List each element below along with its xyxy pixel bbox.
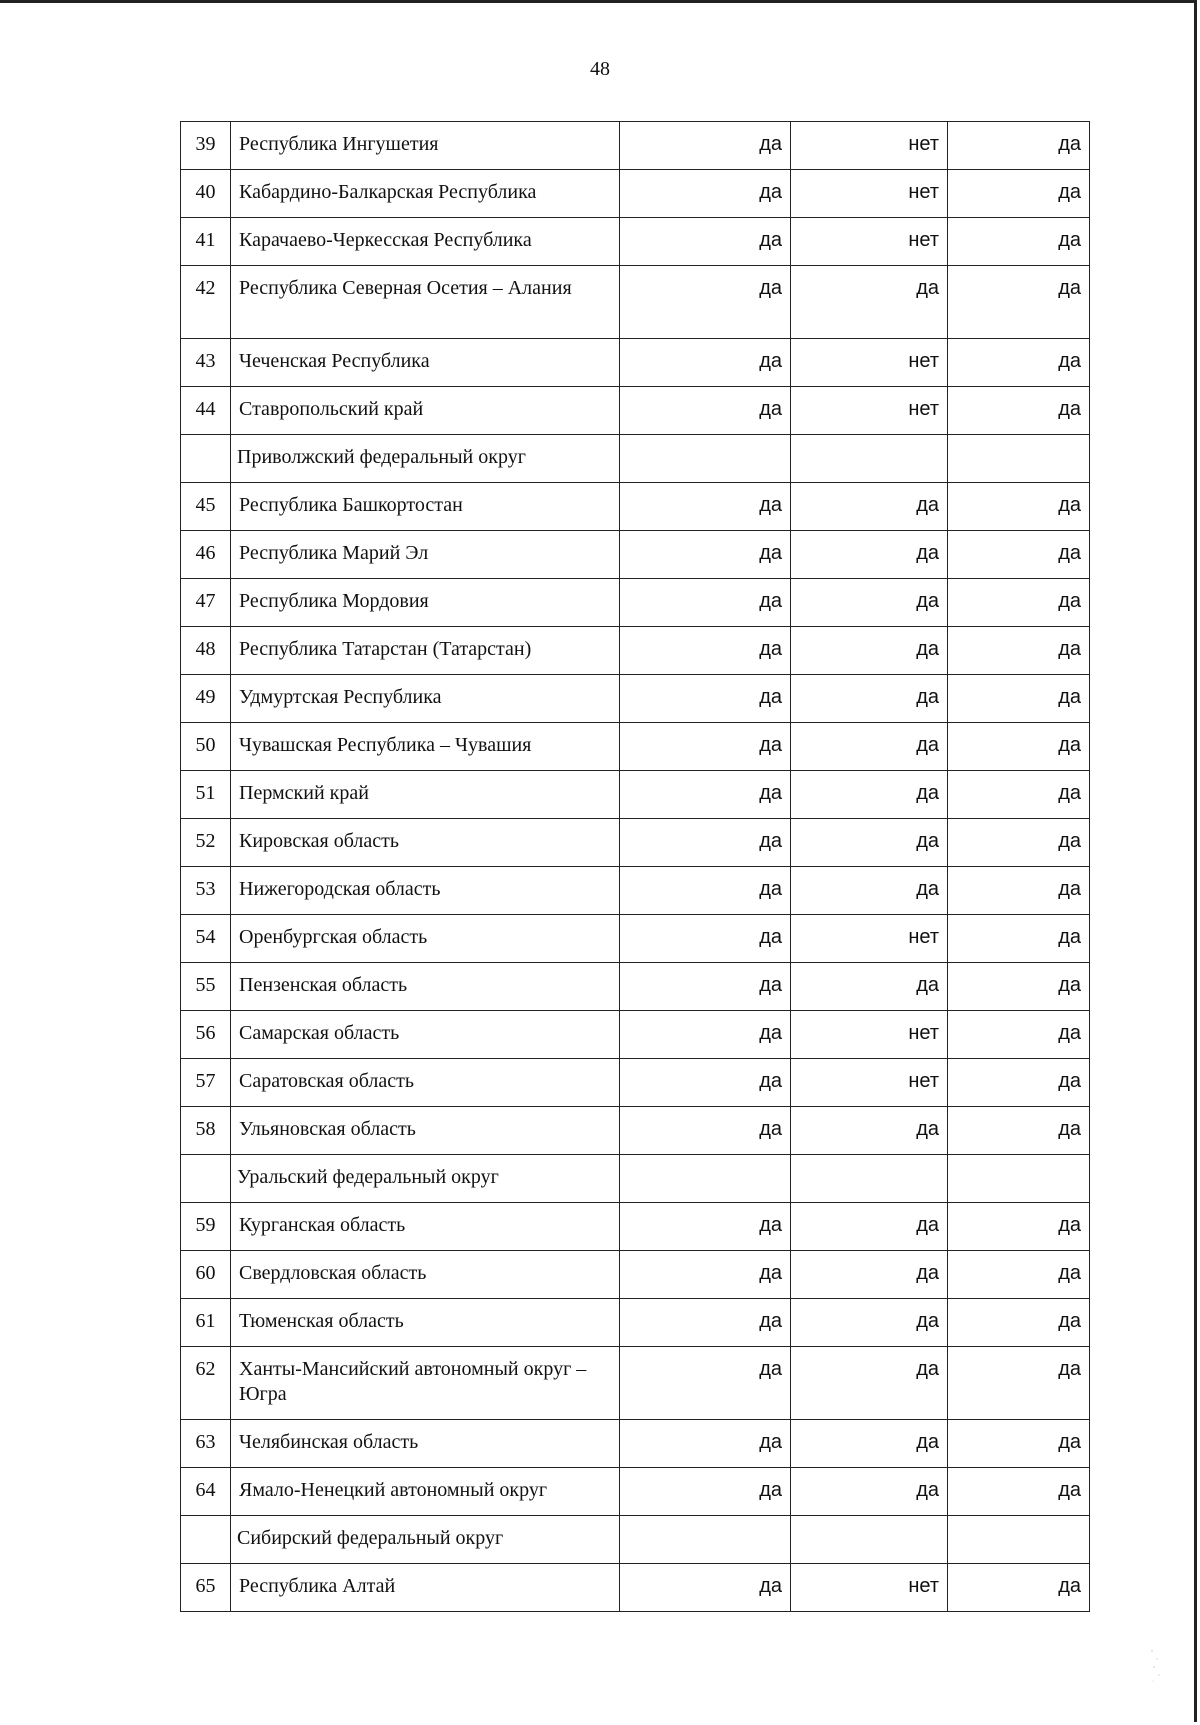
value-cell-3: да — [948, 1468, 1090, 1516]
page-number: 48 — [590, 58, 610, 80]
table-body — [181, 122, 1090, 1612]
row-number-cell: 43 — [181, 339, 231, 387]
value-cell-1: да — [620, 819, 791, 867]
table-row — [181, 627, 1090, 675]
value-cell-1: да — [620, 723, 791, 771]
value-cell-2: да — [791, 819, 948, 867]
row-number-cell: 55 — [181, 963, 231, 1011]
value-cell-1: да — [620, 170, 791, 218]
value-cell-1: да — [620, 579, 791, 627]
table-row — [181, 1203, 1090, 1251]
region-name-cell: Республика Мордовия — [231, 579, 620, 627]
table-row — [181, 339, 1090, 387]
table-row — [181, 1299, 1090, 1347]
value-cell-3: да — [948, 170, 1090, 218]
value-cell-2: нет — [791, 1564, 948, 1612]
value-cell-3: да — [948, 1564, 1090, 1612]
row-number-cell: 65 — [181, 1564, 231, 1612]
table-row — [181, 1564, 1090, 1612]
table-row — [181, 266, 1090, 339]
value-cell-2: да — [791, 1251, 948, 1299]
value-cell-2: да — [791, 1347, 948, 1420]
value-cell-1: да — [620, 483, 791, 531]
table-row — [181, 867, 1090, 915]
value-cell-1: да — [620, 627, 791, 675]
value-cell-3: да — [948, 1011, 1090, 1059]
value-cell-1: да — [620, 1203, 791, 1251]
row-number-cell: 61 — [181, 1299, 231, 1347]
region-name-cell: Кировская область — [231, 819, 620, 867]
row-number-cell: 62 — [181, 1347, 231, 1420]
region-name-cell: Кабардино-Балкарская Республика — [231, 170, 620, 218]
table-row — [181, 170, 1090, 218]
table-row — [181, 1468, 1090, 1516]
value-cell-3: да — [948, 579, 1090, 627]
value-cell-1: да — [620, 963, 791, 1011]
value-cell-3: да — [948, 675, 1090, 723]
value-cell-2 — [791, 435, 948, 483]
value-cell-3: да — [948, 771, 1090, 819]
value-cell-3: да — [948, 531, 1090, 579]
region-name-cell: Карачаево-Черкесская Республика — [231, 218, 620, 266]
region-name-cell: Саратовская область — [231, 1059, 620, 1107]
region-name-cell: Ставропольский край — [231, 387, 620, 435]
value-cell-2: нет — [791, 122, 948, 170]
value-cell-3 — [948, 435, 1090, 483]
row-number-cell: 63 — [181, 1420, 231, 1468]
table-row — [181, 1059, 1090, 1107]
value-cell-2: да — [791, 1299, 948, 1347]
value-cell-3: да — [948, 1299, 1090, 1347]
value-cell-2: нет — [791, 339, 948, 387]
row-number-cell: 59 — [181, 1203, 231, 1251]
value-cell-1: да — [620, 867, 791, 915]
row-number-cell: 45 — [181, 483, 231, 531]
table-row — [181, 1011, 1090, 1059]
value-cell-1: да — [620, 675, 791, 723]
value-cell-2: да — [791, 579, 948, 627]
value-cell-2: да — [791, 963, 948, 1011]
value-cell-1: да — [620, 266, 791, 339]
region-name-cell: Ханты-Мансийский автономный округ – Югра — [231, 1347, 620, 1420]
row-number-cell: 46 — [181, 531, 231, 579]
region-name-cell: Самарская область — [231, 1011, 620, 1059]
value-cell-2: нет — [791, 387, 948, 435]
value-cell-1: да — [620, 771, 791, 819]
value-cell-1: да — [620, 915, 791, 963]
row-number-cell: 50 — [181, 723, 231, 771]
value-cell-2: нет — [791, 915, 948, 963]
value-cell-3 — [948, 1155, 1090, 1203]
value-cell-3: да — [948, 627, 1090, 675]
regions-table — [180, 121, 1090, 1612]
region-name-cell: Свердловская область — [231, 1251, 620, 1299]
value-cell-2 — [791, 1155, 948, 1203]
value-cell-1 — [620, 435, 791, 483]
value-cell-3: да — [948, 1203, 1090, 1251]
table-row — [181, 819, 1090, 867]
value-cell-1: да — [620, 1107, 791, 1155]
row-number-cell: 44 — [181, 387, 231, 435]
row-number-cell — [181, 1516, 231, 1564]
row-number-cell: 60 — [181, 1251, 231, 1299]
value-cell-2: да — [791, 627, 948, 675]
value-cell-3: да — [948, 1347, 1090, 1420]
value-cell-3: да — [948, 1420, 1090, 1468]
value-cell-3: да — [948, 266, 1090, 339]
table-row — [181, 771, 1090, 819]
row-number-cell: 39 — [181, 122, 231, 170]
value-cell-2: нет — [791, 170, 948, 218]
value-cell-3: да — [948, 1059, 1090, 1107]
table-row — [181, 122, 1090, 170]
value-cell-3: да — [948, 915, 1090, 963]
value-cell-1: да — [620, 1468, 791, 1516]
region-name-cell: Удмуртская Республика — [231, 675, 620, 723]
table-row — [181, 723, 1090, 771]
region-name-cell: Ульяновская область — [231, 1107, 620, 1155]
table-row — [181, 1420, 1090, 1468]
scan-artifact — [1148, 1645, 1162, 1685]
district-name-cell: Сибирский федеральный округ — [231, 1516, 620, 1564]
value-cell-3: да — [948, 963, 1090, 1011]
value-cell-2: да — [791, 723, 948, 771]
region-name-cell: Тюменская область — [231, 1299, 620, 1347]
value-cell-2: нет — [791, 1011, 948, 1059]
region-name-cell: Чувашская Республика – Чувашия — [231, 723, 620, 771]
value-cell-1: да — [620, 1011, 791, 1059]
value-cell-1: да — [620, 122, 791, 170]
value-cell-2 — [791, 1516, 948, 1564]
table-row — [181, 675, 1090, 723]
value-cell-3: да — [948, 339, 1090, 387]
region-name-cell: Оренбургская область — [231, 915, 620, 963]
region-name-cell: Пензенская область — [231, 963, 620, 1011]
row-number-cell: 49 — [181, 675, 231, 723]
value-cell-1: да — [620, 387, 791, 435]
region-name-cell: Республика Марий Эл — [231, 531, 620, 579]
region-name-cell: Республика Татарстан (Татарстан) — [231, 627, 620, 675]
table-row — [181, 218, 1090, 266]
value-cell-2: да — [791, 266, 948, 339]
value-cell-3: да — [948, 387, 1090, 435]
district-name-cell: Уральский федеральный округ — [231, 1155, 620, 1203]
value-cell-2: да — [791, 1107, 948, 1155]
row-number-cell — [181, 1155, 231, 1203]
table-row — [181, 1347, 1090, 1420]
value-cell-2: да — [791, 1203, 948, 1251]
table-group-row — [181, 1516, 1090, 1564]
value-cell-2: да — [791, 1420, 948, 1468]
value-cell-3: да — [948, 1107, 1090, 1155]
row-number-cell: 54 — [181, 915, 231, 963]
row-number-cell: 51 — [181, 771, 231, 819]
value-cell-1: да — [620, 531, 791, 579]
value-cell-1: да — [620, 1251, 791, 1299]
value-cell-1: да — [620, 1564, 791, 1612]
region-name-cell: Республика Башкортостан — [231, 483, 620, 531]
region-name-cell: Курганская область — [231, 1203, 620, 1251]
table-row — [181, 1251, 1090, 1299]
row-number-cell: 58 — [181, 1107, 231, 1155]
value-cell-3: да — [948, 122, 1090, 170]
value-cell-1: да — [620, 339, 791, 387]
row-number-cell: 53 — [181, 867, 231, 915]
value-cell-2: да — [791, 531, 948, 579]
region-name-cell: Республика Северная Осетия – Алания — [231, 266, 620, 339]
table-row — [181, 915, 1090, 963]
value-cell-2: нет — [791, 218, 948, 266]
value-cell-2: да — [791, 675, 948, 723]
region-name-cell: Ямало-Ненецкий автономный округ — [231, 1468, 620, 1516]
row-number-cell: 48 — [181, 627, 231, 675]
row-number-cell: 40 — [181, 170, 231, 218]
value-cell-1: да — [620, 1299, 791, 1347]
value-cell-2: нет — [791, 1059, 948, 1107]
row-number-cell: 64 — [181, 1468, 231, 1516]
value-cell-3: да — [948, 218, 1090, 266]
value-cell-1: да — [620, 1347, 791, 1420]
row-number-cell: 52 — [181, 819, 231, 867]
table-row — [181, 387, 1090, 435]
table-row — [181, 963, 1090, 1011]
value-cell-3: да — [948, 1251, 1090, 1299]
row-number-cell: 56 — [181, 1011, 231, 1059]
region-name-cell: Пермский край — [231, 771, 620, 819]
region-name-cell: Республика Ингушетия — [231, 122, 620, 170]
table-row — [181, 579, 1090, 627]
value-cell-3 — [948, 1516, 1090, 1564]
row-number-cell: 47 — [181, 579, 231, 627]
value-cell-2: да — [791, 1468, 948, 1516]
region-name-cell: Республика Алтай — [231, 1564, 620, 1612]
table-row — [181, 531, 1090, 579]
value-cell-3: да — [948, 819, 1090, 867]
district-name-cell: Приволжский федеральный округ — [231, 435, 620, 483]
value-cell-1 — [620, 1516, 791, 1564]
row-number-cell: 42 — [181, 266, 231, 339]
value-cell-2: да — [791, 483, 948, 531]
value-cell-1 — [620, 1155, 791, 1203]
table-row — [181, 483, 1090, 531]
value-cell-1: да — [620, 218, 791, 266]
value-cell-2: да — [791, 771, 948, 819]
region-name-cell: Нижегородская область — [231, 867, 620, 915]
table-group-row — [181, 1155, 1090, 1203]
table-row — [181, 1107, 1090, 1155]
value-cell-2: да — [791, 867, 948, 915]
region-name-cell: Чеченская Республика — [231, 339, 620, 387]
value-cell-3: да — [948, 867, 1090, 915]
row-number-cell: 41 — [181, 218, 231, 266]
value-cell-3: да — [948, 723, 1090, 771]
value-cell-3: да — [948, 483, 1090, 531]
table-group-row — [181, 435, 1090, 483]
row-number-cell: 57 — [181, 1059, 231, 1107]
region-name-cell: Челябинская область — [231, 1420, 620, 1468]
row-number-cell — [181, 435, 231, 483]
value-cell-1: да — [620, 1059, 791, 1107]
value-cell-1: да — [620, 1420, 791, 1468]
